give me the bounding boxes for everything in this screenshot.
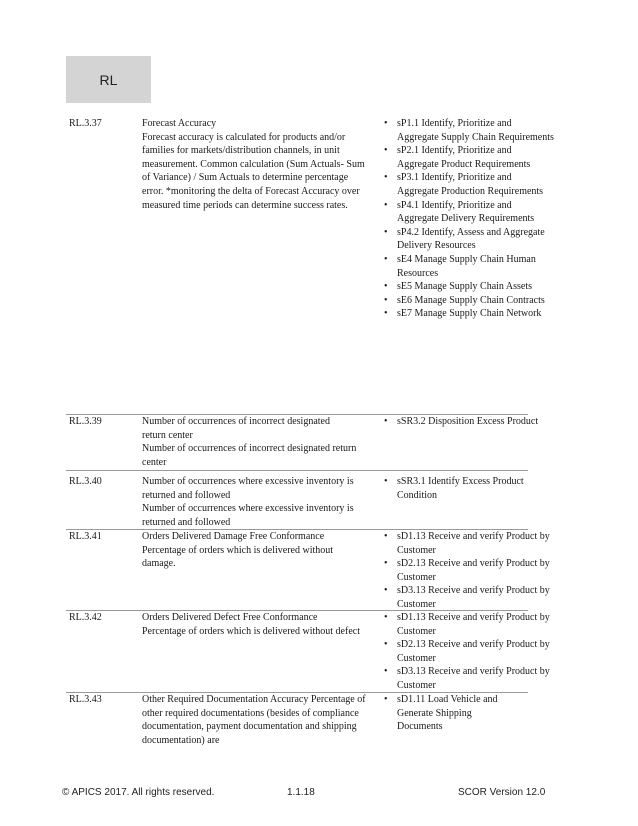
process-item: • sP3.1 Identify, Prioritize and Aggregate Production Requirements [384, 171, 554, 198]
description-line: Orders Delivered Defect Free Conformance [142, 612, 318, 623]
metric-code: RL.3.40 [69, 476, 102, 487]
process-item: • sSR3.2 Disposition Excess Product [384, 415, 554, 429]
metric-description [142, 117, 367, 212]
copyright-text: © APICS 2017. All rights reserved. [62, 787, 215, 798]
process-list [384, 693, 554, 734]
process-item: • sD1.11 Load Vehicle and Generate Shipping Documents [384, 693, 507, 734]
description-line: Forecast accuracy is calculated for products and/or families for markets/distribution channels, in unit measurement. Common calculation (Sum Actuals- Sum of Variance) / Sum Actuals to determine percentage error. *monitoring the delta of Forecast Accuracy over measured time periods can determine success rates. [142, 131, 365, 211]
table-row [66, 414, 539, 470]
metric-description [142, 693, 367, 747]
process-list [384, 611, 554, 693]
process-item: • sD1.13 Receive and verify Product by Customer [384, 611, 554, 638]
process-list [384, 117, 554, 321]
process-item: • sE4 Manage Supply Chain Human Resources [384, 253, 554, 280]
process-list [384, 530, 554, 612]
process-list [384, 415, 554, 429]
description-line: Number of occurrences of incorrect designated return center [142, 443, 357, 468]
metric-description [142, 415, 364, 469]
metric-description [142, 530, 367, 571]
metric-description [142, 611, 367, 638]
version-label: SCOR Version 12.0 [458, 787, 546, 798]
page-number: 1.1.18 [287, 787, 315, 798]
metric-code: RL.3.37 [69, 118, 102, 129]
metric-code: RL.3.43 [69, 694, 102, 705]
process-item: • sSR3.1 Identify Excess Product Condition [384, 475, 554, 502]
metric-code: RL.3.41 [69, 531, 102, 542]
table-row [66, 610, 550, 693]
process-item: • sP4.1 Identify, Prioritize and Aggregate Delivery Requirements [384, 199, 554, 226]
process-item: • sD3.13 Receive and verify Product by Customer [384, 584, 554, 611]
description-line: Number of occurrences of incorrect designated return center [142, 416, 330, 441]
description-line: Number of occurrences where excessive inventory is returned and followed [142, 476, 354, 501]
description-line: Other Required Documentation Accuracy Percentage of other required documentations (besides of compliance documentation, payment documentation and shipping documentation) are [142, 694, 366, 746]
description-line: Percentage of orders which is delivered without damage. [142, 544, 334, 570]
process-item: • sE5 Manage Supply Chain Assets [384, 280, 554, 294]
description-line: Number of occurrences where excessive inventory is returned and followed [142, 503, 354, 528]
description-line: Orders Delivered Damage Free Conformance [142, 531, 325, 542]
metric-code: RL.3.39 [69, 416, 102, 427]
process-item: • sD1.13 Receive and verify Product by Customer [384, 530, 554, 557]
process-item: • sP2.1 Identify, Prioritize and Aggregate Product Requirements [384, 144, 554, 171]
table-row [66, 470, 528, 529]
process-item: • sE7 Manage Supply Chain Network [384, 307, 554, 321]
process-item: • sE6 Manage Supply Chain Contracts [384, 294, 554, 308]
metric-description [142, 475, 367, 529]
table-row [66, 692, 528, 753]
section-tab: RL [66, 56, 151, 103]
description-line: Percentage of orders which is delivered without defect [142, 625, 360, 637]
table-row [66, 529, 550, 611]
description-line: Forecast Accuracy [142, 118, 217, 129]
metric-code: RL.3.42 [69, 612, 102, 623]
process-item: • sP1.1 Identify, Prioritize and Aggregate Supply Chain Requirements [384, 117, 554, 144]
table-row [66, 117, 554, 414]
process-item: • sD2.13 Receive and verify Product by Customer [384, 557, 554, 584]
process-item: • sP4.2 Identify, Assess and Aggregate Delivery Resources [384, 226, 554, 253]
process-list [384, 475, 554, 502]
process-item: • sD2.13 Receive and verify Product by Customer [384, 638, 554, 665]
process-item: • sD3.13 Receive and verify Product by Customer [384, 665, 554, 692]
